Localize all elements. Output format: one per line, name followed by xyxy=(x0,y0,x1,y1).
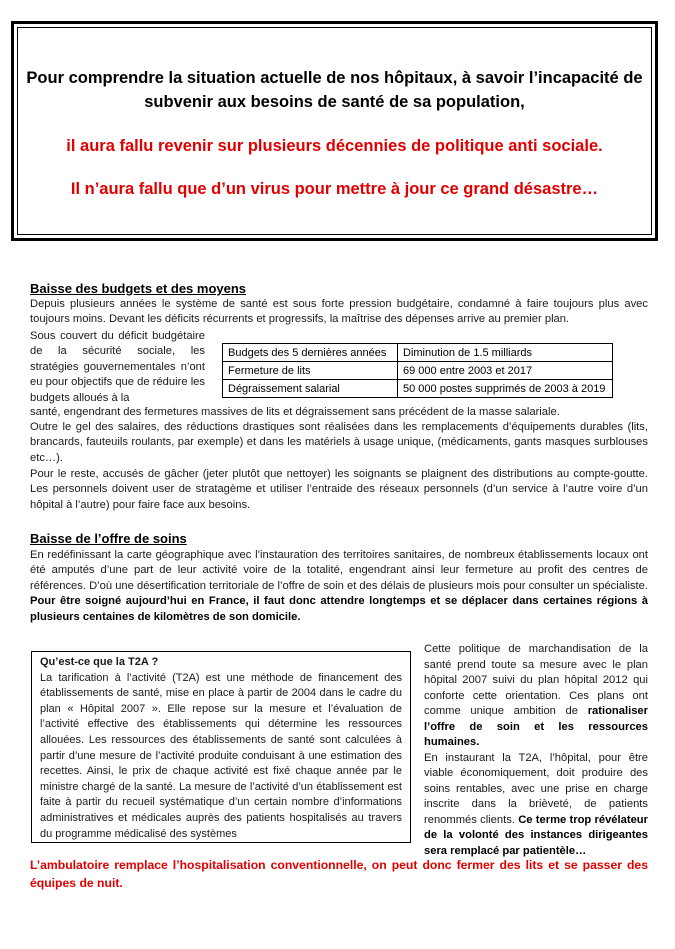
section1-paragraph-4: Pour le reste, accusés de gâcher (jeter plutôt que nettoyer) les soignants se plaignent des distributions au compte-goutte. Les personnels doivent user de stratagème et utiliser l’entraide des réseaux personnels (d’un service à l’autre voire d’un hôpital à l’autre) pour faire face aux besoins. xyxy=(30,468,648,511)
right-bold-1: rationaliser l’offre de soin et les ressources humaines. xyxy=(424,705,649,748)
right-text-1: Cette politique de marchandisation de la santé prend toute sa mesure avec le plan hôpital 2007 suivi du plan hôpital 2012 qui conforte cette orientation. Ces plans ont comme unique ambition de xyxy=(424,643,648,717)
section1-paragraph-3: Outre le gel des salaires, des réductions drastiques sont réalisées dans les remplacements d’équipements durables (lits, brancards, fauteuils roulants, par exemple) et dans les matériels à usage unique, (médicaments, gants masques surblouses etc…). xyxy=(30,421,648,464)
table-cell: Dégraissement salarial xyxy=(223,380,398,398)
right-paragraph-2 xyxy=(424,751,648,860)
budget-table xyxy=(222,343,613,398)
headline-banner-inner xyxy=(17,27,652,235)
table-cell: Fermeture de lits xyxy=(223,362,398,380)
t2a-body: La tarification à l’activité (T2A) est une méthode de financement des établissements de santé, mise en place à partir de 2004 dans le cadre du plan « Hôpital 2007 ». Elle repose sur la mesure et l’évaluation de l’activité effective des établissements qui détermine les ressources allouées. Les ressources des établissements de santé sont calculées à partir d’une mesure de l’activité produite conduisant à une estimation des recettes. Ainsi, le prix de chaque activité est fixé chaque année par le ministre chargé de la santé. La mesure de l’activité d’un établissement est faite à partir du recueil systématique d’un certain nombre d’informations administratives et médicales auprès des patients hospitalisés au travers du programme médicalisé des systèmes xyxy=(40,671,402,840)
section2-bold-text: Pour être soigné aujourd’hui en France, il faut donc attendre longtemps et se déplacer dans certaines régions à plusieurs centaines de kilomètres de son domicile. xyxy=(30,595,648,623)
headline-line-1: Pour comprendre la situation actuelle de nos hôpitaux, à savoir l’incapacité de subvenir aux besoins de santé de sa population, xyxy=(26,69,643,111)
headline-line-3: Il n’aura fallu que d’un virus pour mettre à jour ce grand désastre… xyxy=(70,180,599,198)
headline-line-2: il aura fallu revenir sur plusieurs décennies de politique anti sociale. xyxy=(66,137,603,155)
table-cell: Diminution de 1.5 milliards xyxy=(398,344,613,362)
section2-paragraph xyxy=(30,548,648,625)
table-cell: 69 000 entre 2003 et 2017 xyxy=(398,362,613,380)
table-cell: Budgets des 5 dernières années xyxy=(223,344,398,362)
section-title-budgets: Baisse des budgets et des moyens xyxy=(30,281,247,296)
section1-paragraph-1: Depuis plusieurs années le système de santé est sous forte pression budgétaire, condamné à faire toujours plus avec toujours moins. Devant les déficits récurrents et progressifs, la maîtrise des dépenses arrive au premier plan. xyxy=(30,298,648,326)
right-text-2: En instaurant la T2A, l’hôpital, pour être viable économiquement, doit produire des soins rentables, avec une prise en charge inscrite dans la brièveté, de patients renommés clients. xyxy=(424,751,648,826)
table-row xyxy=(223,380,613,398)
t2a-title: Qu’est-ce que la T2A ? xyxy=(40,656,159,668)
section1-paragraph-2-end: santé, engendrant des fermetures massives de lits et dégraissement sans précédent de la masse salariale. xyxy=(30,406,560,418)
headline-banner xyxy=(11,21,658,241)
right-column xyxy=(424,642,648,859)
table-row xyxy=(223,344,613,362)
footer-conclusion: L’ambulatoire remplace l’hospitalisation conventionnelle, on peut donc fermer des lits et se passer des équipes de nuit. xyxy=(30,858,648,890)
section1-paragraph-2-start: Sous couvert du déficit budgétaire de la sécurité sociale, les stratégies gouvernementales n’ont eu pour objectifs que de réduire les budgets alloués à la xyxy=(30,330,205,404)
right-paragraph-1 xyxy=(424,642,648,751)
table-row xyxy=(223,362,613,380)
section2-text: En redéfinissant la carte géographique avec l’instauration des territoires sanitaires, de nombreux établissements locaux ont été amputés d’une part de leur activité voire de la totalité, engendrant ainsi leur fermeture au profit des centres de références. D’où une désertification territoriale de l’offre de soin et des délais de plusieurs mois pour consulter un spécialiste. xyxy=(30,549,648,592)
table-cell: 50 000 postes supprimés de 2003 à 2019 xyxy=(398,380,613,398)
t2a-info-box xyxy=(31,651,411,843)
right-bold-2: Ce terme trop révélateur de la volonté des instances dirigeantes sera remplacé par patientèle… xyxy=(424,813,648,857)
section-title-offre-soins: Baisse de l’offre de soins xyxy=(30,531,187,546)
